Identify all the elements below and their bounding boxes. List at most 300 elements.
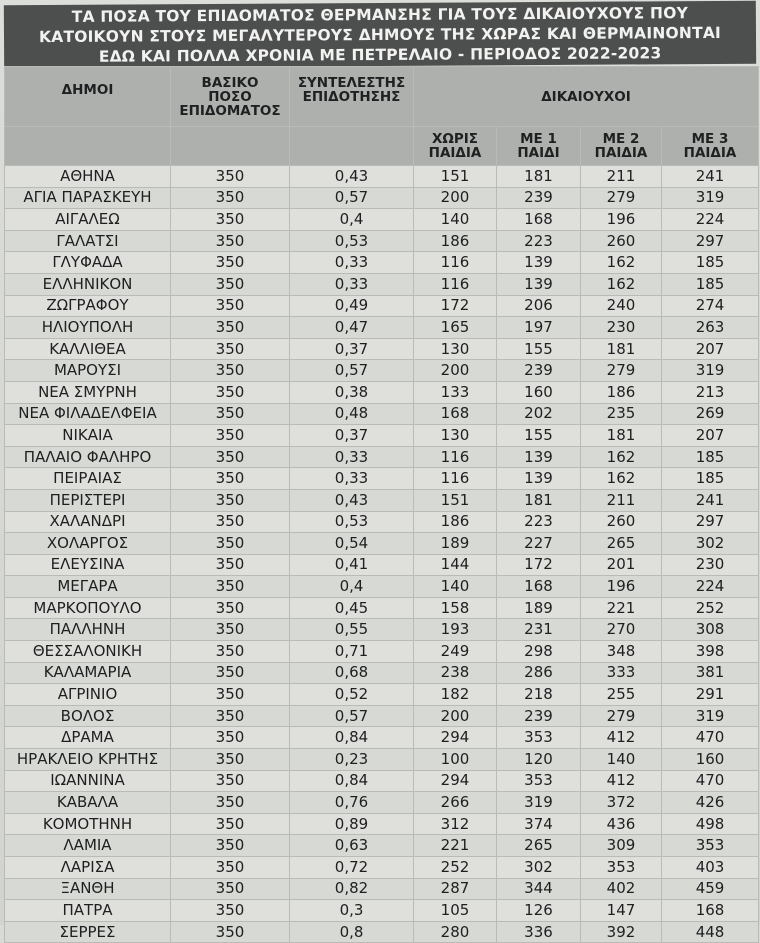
three-children-cell: 403 <box>662 857 759 879</box>
base-amount-cell: 350 <box>171 295 290 317</box>
one-child-cell: 319 <box>497 792 581 814</box>
base-amount-cell: 350 <box>171 360 290 382</box>
table-row <box>5 878 759 900</box>
municipality-cell: ΝΙΚΑΙΑ <box>5 425 171 447</box>
municipality-cell: ΚΑΛΛΙΘΕΑ <box>5 338 171 360</box>
coefficient-cell: 0,55 <box>290 619 414 641</box>
one-child-cell: 223 <box>497 230 581 252</box>
base-amount-cell: 350 <box>171 684 290 706</box>
one-child-cell: 231 <box>497 619 581 641</box>
municipality-cell: ΠΑΛΛΗΝΗ <box>5 619 171 641</box>
two-children-cell: 402 <box>581 878 662 900</box>
coefficient-cell: 0,33 <box>290 468 414 490</box>
two-children-cell: 181 <box>581 338 662 360</box>
coefficient-cell: 0,33 <box>290 273 414 295</box>
title-line-2: ΚΑΤΟΙΚΟΥΝ ΣΤΟΥΣ ΜΕΓΑΛΥΤΕΡΟΥΣ ΔΗΜΟΥΣ ΤΗΣ ΧΩΡΑΣ ΚΑΙ ΘΕΡΜΑΙΝΟΝΤΑΙ <box>38 23 722 47</box>
municipality-cell: ΧΟΛΑΡΓΟΣ <box>5 533 171 555</box>
base-amount-cell: 350 <box>171 749 290 771</box>
no-children-cell: 116 <box>414 446 497 468</box>
coefficient-cell: 0,8 <box>290 921 414 943</box>
three-children-cell: 241 <box>662 489 759 511</box>
table-row <box>5 813 759 835</box>
header-no-children-line-1: ΧΩΡΙΣ <box>431 131 479 147</box>
header-one-child <box>497 127 581 166</box>
coefficient-cell: 0,89 <box>290 813 414 835</box>
three-children-cell: 207 <box>662 425 759 447</box>
no-children-cell: 200 <box>414 360 497 382</box>
no-children-cell: 130 <box>414 425 497 447</box>
one-child-cell: 202 <box>497 403 581 425</box>
municipality-cell: ΗΡΑΚΛΕΙΟ ΚΡΗΤΗΣ <box>5 749 171 771</box>
three-children-cell: 319 <box>662 360 759 382</box>
coefficient-cell: 0,4 <box>290 209 414 231</box>
municipality-cell: ΜΑΡΟΥΣΙ <box>5 360 171 382</box>
base-amount-cell: 350 <box>171 166 290 188</box>
three-children-cell: 241 <box>662 166 759 188</box>
header-base-amount-line-2: ΠΟΣΟ <box>208 88 252 105</box>
coefficient-cell: 0,45 <box>290 597 414 619</box>
municipality-cell: ΓΑΛΑΤΣΙ <box>5 230 171 252</box>
two-children-cell: 162 <box>581 273 662 295</box>
header-coefficient-line-2: ΕΠΙΔΟΤΗΣΗΣ <box>302 88 401 105</box>
municipality-cell: ΔΡΑΜΑ <box>5 727 171 749</box>
two-children-cell: 279 <box>581 187 662 209</box>
no-children-cell: 189 <box>414 533 497 555</box>
base-amount-cell: 350 <box>171 921 290 943</box>
two-children-cell: 196 <box>581 576 662 598</box>
no-children-cell: 100 <box>414 749 497 771</box>
two-children-cell: 211 <box>581 489 662 511</box>
coefficient-cell: 0,37 <box>290 338 414 360</box>
no-children-cell: 294 <box>414 727 497 749</box>
coefficient-cell: 0,76 <box>290 792 414 814</box>
base-amount-cell: 350 <box>171 770 290 792</box>
one-child-cell: 168 <box>497 576 581 598</box>
table-row <box>5 641 759 663</box>
table-row <box>5 338 759 360</box>
base-amount-cell: 350 <box>171 468 290 490</box>
table-row <box>5 554 759 576</box>
three-children-cell: 353 <box>662 835 759 857</box>
base-amount-cell: 350 <box>171 705 290 727</box>
two-children-cell: 181 <box>581 425 662 447</box>
base-amount-cell: 350 <box>171 641 290 663</box>
two-children-cell: 186 <box>581 381 662 403</box>
table-row <box>5 835 759 857</box>
base-amount-cell: 350 <box>171 317 290 339</box>
table-row <box>5 619 759 641</box>
municipality-cell: ΠΑΤΡΑ <box>5 900 171 922</box>
header-municipalities <box>5 67 171 127</box>
one-child-cell: 181 <box>497 166 581 188</box>
base-amount-cell: 350 <box>171 576 290 598</box>
base-amount-cell: 350 <box>171 619 290 641</box>
table-row <box>5 857 759 879</box>
one-child-cell: 353 <box>497 727 581 749</box>
table-body <box>5 166 759 943</box>
coefficient-cell: 0,48 <box>290 403 414 425</box>
three-children-cell: 470 <box>662 727 759 749</box>
base-amount-cell: 350 <box>171 792 290 814</box>
coefficient-cell: 0,68 <box>290 662 414 684</box>
table-row <box>5 749 759 771</box>
one-child-cell: 206 <box>497 295 581 317</box>
municipality-cell: ΠΕΡΙΣΤΕΡΙ <box>5 489 171 511</box>
two-children-cell: 372 <box>581 792 662 814</box>
table-row <box>5 684 759 706</box>
three-children-cell: 319 <box>662 705 759 727</box>
municipality-cell: ΘΕΣΣΑΛΟΝΙΚΗ <box>5 641 171 663</box>
two-children-cell: 162 <box>581 446 662 468</box>
coefficient-cell: 0,4 <box>290 576 414 598</box>
municipality-cell: ΠΕΙΡΑΙΑΣ <box>5 468 171 490</box>
two-children-cell: 279 <box>581 705 662 727</box>
no-children-cell: 172 <box>414 295 497 317</box>
two-children-cell: 260 <box>581 230 662 252</box>
two-children-cell: 436 <box>581 813 662 835</box>
no-children-cell: 280 <box>414 921 497 943</box>
three-children-cell: 448 <box>662 921 759 943</box>
base-amount-cell: 350 <box>171 273 290 295</box>
base-amount-cell: 350 <box>171 425 290 447</box>
two-children-cell: 221 <box>581 597 662 619</box>
base-amount-cell: 350 <box>171 878 290 900</box>
one-child-cell: 139 <box>497 252 581 274</box>
table-row <box>5 209 759 231</box>
base-amount-cell: 350 <box>171 900 290 922</box>
municipality-cell: ΑΓΙΑ ΠΑΡΑΣΚΕΥΗ <box>5 187 171 209</box>
three-children-cell: 297 <box>662 230 759 252</box>
two-children-cell: 279 <box>581 360 662 382</box>
header-coefficient-blank <box>290 127 414 166</box>
one-child-cell: 239 <box>497 187 581 209</box>
three-children-cell: 185 <box>662 273 759 295</box>
two-children-cell: 235 <box>581 403 662 425</box>
table-row <box>5 273 759 295</box>
two-children-cell: 140 <box>581 749 662 771</box>
coefficient-cell: 0,33 <box>290 252 414 274</box>
base-amount-cell: 350 <box>171 511 290 533</box>
table-row <box>5 533 759 555</box>
three-children-cell: 168 <box>662 900 759 922</box>
coefficient-cell: 0,52 <box>290 684 414 706</box>
three-children-cell: 160 <box>662 749 759 771</box>
no-children-cell: 193 <box>414 619 497 641</box>
one-child-cell: 302 <box>497 857 581 879</box>
table-row <box>5 230 759 252</box>
no-children-cell: 144 <box>414 554 497 576</box>
three-children-cell: 185 <box>662 446 759 468</box>
municipality-cell: ΝΕΑ ΣΜΥΡΝΗ <box>5 381 171 403</box>
base-amount-cell: 350 <box>171 489 290 511</box>
two-children-cell: 412 <box>581 770 662 792</box>
no-children-cell: 158 <box>414 597 497 619</box>
header-base-amount <box>171 67 290 127</box>
one-child-cell: 155 <box>497 338 581 360</box>
coefficient-cell: 0,53 <box>290 230 414 252</box>
table-row <box>5 705 759 727</box>
base-amount-cell: 350 <box>171 533 290 555</box>
header-base-amount-line-3: ΕΠΙΔΟΜΑΤΟΣ <box>179 102 281 119</box>
three-children-cell: 230 <box>662 554 759 576</box>
coefficient-cell: 0,57 <box>290 360 414 382</box>
no-children-cell: 133 <box>414 381 497 403</box>
base-amount-cell: 350 <box>171 446 290 468</box>
three-children-cell: 269 <box>662 403 759 425</box>
coefficient-cell: 0,82 <box>290 878 414 900</box>
no-children-cell: 168 <box>414 403 497 425</box>
one-child-cell: 336 <box>497 921 581 943</box>
three-children-cell: 207 <box>662 338 759 360</box>
municipality-cell: ΧΑΛΑΝΔΡΙ <box>5 511 171 533</box>
base-amount-cell: 350 <box>171 187 290 209</box>
table-row <box>5 187 759 209</box>
three-children-cell: 252 <box>662 597 759 619</box>
no-children-cell: 140 <box>414 209 497 231</box>
header-base-amount-blank <box>171 127 290 166</box>
header-base-amount-line-1: ΒΑΣΙΚΟ <box>201 74 259 91</box>
municipality-cell: ΕΛΛΗΝΙΚΟΝ <box>5 273 171 295</box>
table-row <box>5 468 759 490</box>
municipality-cell: ΜΕΓΑΡΑ <box>5 576 171 598</box>
header-three-children-line-2: ΠΑΙΔΙΑ <box>683 145 737 161</box>
two-children-cell: 196 <box>581 209 662 231</box>
no-children-cell: 140 <box>414 576 497 598</box>
municipality-cell: ΓΛΥΦΑΔΑ <box>5 252 171 274</box>
title-line-1: ΤΑ ΠΟΣΑ ΤΟΥ ΕΠΙΔΟΜΑΤΟΣ ΘΕΡΜΑΝΣΗΣ ΓΙΑ ΤΟΥΣ ΔΙΚΑΙΟΥΧΟΥΣ ΠΟΥ <box>71 4 689 26</box>
no-children-cell: 200 <box>414 705 497 727</box>
table-row <box>5 511 759 533</box>
municipality-cell: ΖΩΓΡΑΦΟΥ <box>5 295 171 317</box>
no-children-cell: 252 <box>414 857 497 879</box>
no-children-cell: 186 <box>414 511 497 533</box>
no-children-cell: 130 <box>414 338 497 360</box>
two-children-cell: 147 <box>581 900 662 922</box>
three-children-cell: 263 <box>662 317 759 339</box>
one-child-cell: 239 <box>497 705 581 727</box>
coefficient-cell: 0,84 <box>290 727 414 749</box>
one-child-cell: 298 <box>497 641 581 663</box>
three-children-cell: 185 <box>662 468 759 490</box>
one-child-cell: 168 <box>497 209 581 231</box>
coefficient-cell: 0,43 <box>290 166 414 188</box>
three-children-cell: 224 <box>662 209 759 231</box>
base-amount-cell: 350 <box>171 554 290 576</box>
three-children-cell: 459 <box>662 878 759 900</box>
table-row <box>5 727 759 749</box>
two-children-cell: 260 <box>581 511 662 533</box>
municipality-cell: ΒΟΛΟΣ <box>5 705 171 727</box>
coefficient-cell: 0,84 <box>290 770 414 792</box>
table-row <box>5 900 759 922</box>
municipality-cell: ΛΑΜΙΑ <box>5 835 171 857</box>
no-children-cell: 165 <box>414 317 497 339</box>
coefficient-cell: 0,71 <box>290 641 414 663</box>
two-children-cell: 392 <box>581 921 662 943</box>
base-amount-cell: 350 <box>171 381 290 403</box>
municipality-cell: ΙΩΑΝΝΙΝΑ <box>5 770 171 792</box>
three-children-cell: 398 <box>662 641 759 663</box>
two-children-cell: 240 <box>581 295 662 317</box>
municipality-cell: ΚΑΛΑΜΑΡΙΑ <box>5 662 171 684</box>
municipality-cell: ΚΑΒΑΛΑ <box>5 792 171 814</box>
two-children-cell: 230 <box>581 317 662 339</box>
table-row <box>5 792 759 814</box>
title-line-3: ΕΔΩ ΚΑΙ ΠΟΛΛΑ ΧΡΟΝΙΑ ΜΕ ΠΕΤΡΕΛΑΙΟ - ΠΕΡΙΟΔΟΣ 2022-2023 <box>98 44 662 66</box>
coefficient-cell: 0,23 <box>290 749 414 771</box>
header-two-children-line-1: ΜΕ 2 <box>602 131 640 147</box>
no-children-cell: 249 <box>414 641 497 663</box>
one-child-cell: 218 <box>497 684 581 706</box>
one-child-cell: 181 <box>497 489 581 511</box>
three-children-cell: 426 <box>662 792 759 814</box>
municipality-cell: ΠΑΛΑΙΟ ΦΑΛΗΡΟ <box>5 446 171 468</box>
two-children-cell: 162 <box>581 252 662 274</box>
municipality-cell: ΛΑΡΙΣΑ <box>5 857 171 879</box>
three-children-cell: 319 <box>662 187 759 209</box>
one-child-cell: 189 <box>497 597 581 619</box>
table-row <box>5 770 759 792</box>
no-children-cell: 294 <box>414 770 497 792</box>
header-beneficiaries <box>414 67 759 127</box>
table-row <box>5 576 759 598</box>
heating-allowance-table <box>4 66 759 943</box>
header-municipalities-label: ΔΗΜΟΙ <box>61 81 114 98</box>
base-amount-cell: 350 <box>171 727 290 749</box>
coefficient-cell: 0,38 <box>290 381 414 403</box>
table-row <box>5 662 759 684</box>
header-coefficient <box>290 67 414 127</box>
table-row <box>5 597 759 619</box>
base-amount-cell: 350 <box>171 230 290 252</box>
one-child-cell: 120 <box>497 749 581 771</box>
two-children-cell: 333 <box>581 662 662 684</box>
base-amount-cell: 350 <box>171 835 290 857</box>
three-children-cell: 297 <box>662 511 759 533</box>
coefficient-cell: 0,43 <box>290 489 414 511</box>
coefficient-cell: 0,47 <box>290 317 414 339</box>
two-children-cell: 353 <box>581 857 662 879</box>
three-children-cell: 470 <box>662 770 759 792</box>
no-children-cell: 116 <box>414 468 497 490</box>
municipality-cell: ΑΙΓΑΛΕΩ <box>5 209 171 231</box>
two-children-cell: 348 <box>581 641 662 663</box>
header-municipalities-blank <box>5 127 171 166</box>
table-row <box>5 360 759 382</box>
base-amount-cell: 350 <box>171 403 290 425</box>
no-children-cell: 221 <box>414 835 497 857</box>
municipality-cell: ΑΘΗΝΑ <box>5 166 171 188</box>
base-amount-cell: 350 <box>171 338 290 360</box>
three-children-cell: 308 <box>662 619 759 641</box>
municipality-cell: ΑΓΡΙΝΙΟ <box>5 684 171 706</box>
no-children-cell: 151 <box>414 489 497 511</box>
one-child-cell: 155 <box>497 425 581 447</box>
coefficient-cell: 0,33 <box>290 446 414 468</box>
three-children-cell: 213 <box>662 381 759 403</box>
municipality-cell: ΜΑΡΚΟΠΟΥΛΟ <box>5 597 171 619</box>
no-children-cell: 182 <box>414 684 497 706</box>
municipality-cell: ΣΕΡΡΕΣ <box>5 921 171 943</box>
two-children-cell: 412 <box>581 727 662 749</box>
one-child-cell: 139 <box>497 273 581 295</box>
municipality-cell: ΚΟΜΟΤΗΝΗ <box>5 813 171 835</box>
coefficient-cell: 0,54 <box>290 533 414 555</box>
header-no-children <box>414 127 497 166</box>
base-amount-cell: 350 <box>171 209 290 231</box>
header-beneficiaries-label: ΔΙΚΑΙΟΥΧΟΙ <box>541 88 631 105</box>
no-children-cell: 287 <box>414 878 497 900</box>
coefficient-cell: 0,49 <box>290 295 414 317</box>
coefficient-cell: 0,63 <box>290 835 414 857</box>
header-two-children <box>581 127 662 166</box>
three-children-cell: 381 <box>662 662 759 684</box>
coefficient-cell: 0,53 <box>290 511 414 533</box>
two-children-cell: 211 <box>581 166 662 188</box>
two-children-cell: 201 <box>581 554 662 576</box>
base-amount-cell: 350 <box>171 252 290 274</box>
municipality-cell: ΗΛΙΟΥΠΟΛΗ <box>5 317 171 339</box>
coefficient-cell: 0,37 <box>290 425 414 447</box>
three-children-cell: 302 <box>662 533 759 555</box>
one-child-cell: 126 <box>497 900 581 922</box>
base-amount-cell: 350 <box>171 597 290 619</box>
header-one-child-line-1: ΜΕ 1 <box>520 131 557 147</box>
base-amount-cell: 350 <box>171 857 290 879</box>
one-child-cell: 172 <box>497 554 581 576</box>
one-child-cell: 353 <box>497 770 581 792</box>
no-children-cell: 105 <box>414 900 497 922</box>
table-row <box>5 425 759 447</box>
one-child-cell: 139 <box>497 446 581 468</box>
one-child-cell: 239 <box>497 360 581 382</box>
no-children-cell: 312 <box>414 813 497 835</box>
three-children-cell: 224 <box>662 576 759 598</box>
header-two-children-line-2: ΠΑΙΔΙΑ <box>594 145 648 161</box>
header-three-children <box>662 127 759 166</box>
table-row <box>5 166 759 188</box>
coefficient-cell: 0,57 <box>290 187 414 209</box>
no-children-cell: 266 <box>414 792 497 814</box>
three-children-cell: 274 <box>662 295 759 317</box>
table-row <box>5 446 759 468</box>
base-amount-cell: 350 <box>171 662 290 684</box>
no-children-cell: 151 <box>414 166 497 188</box>
header-coefficient-line-1: ΣΥΝΤΕΛΕΣΤΗΣ <box>297 74 406 91</box>
municipality-cell: ΝΕΑ ΦΙΛΑΔΕΛΦΕΙΑ <box>5 403 171 425</box>
table-row <box>5 403 759 425</box>
table-row <box>5 381 759 403</box>
one-child-cell: 197 <box>497 317 581 339</box>
one-child-cell: 374 <box>497 813 581 835</box>
one-child-cell: 223 <box>497 511 581 533</box>
no-children-cell: 200 <box>414 187 497 209</box>
table-row <box>5 295 759 317</box>
three-children-cell: 291 <box>662 684 759 706</box>
table-row <box>5 489 759 511</box>
header-no-children-line-2: ΠΑΙΔΙΑ <box>428 145 482 161</box>
header-three-children-line-1: ΜΕ 3 <box>691 131 729 147</box>
municipality-cell: ΕΛΕΥΣΙΝΑ <box>5 554 171 576</box>
coefficient-cell: 0,72 <box>290 857 414 879</box>
coefficient-cell: 0,3 <box>290 900 414 922</box>
three-children-cell: 185 <box>662 252 759 274</box>
one-child-cell: 286 <box>497 662 581 684</box>
table-row <box>5 252 759 274</box>
two-children-cell: 162 <box>581 468 662 490</box>
table-header <box>5 67 759 166</box>
base-amount-cell: 350 <box>171 813 290 835</box>
